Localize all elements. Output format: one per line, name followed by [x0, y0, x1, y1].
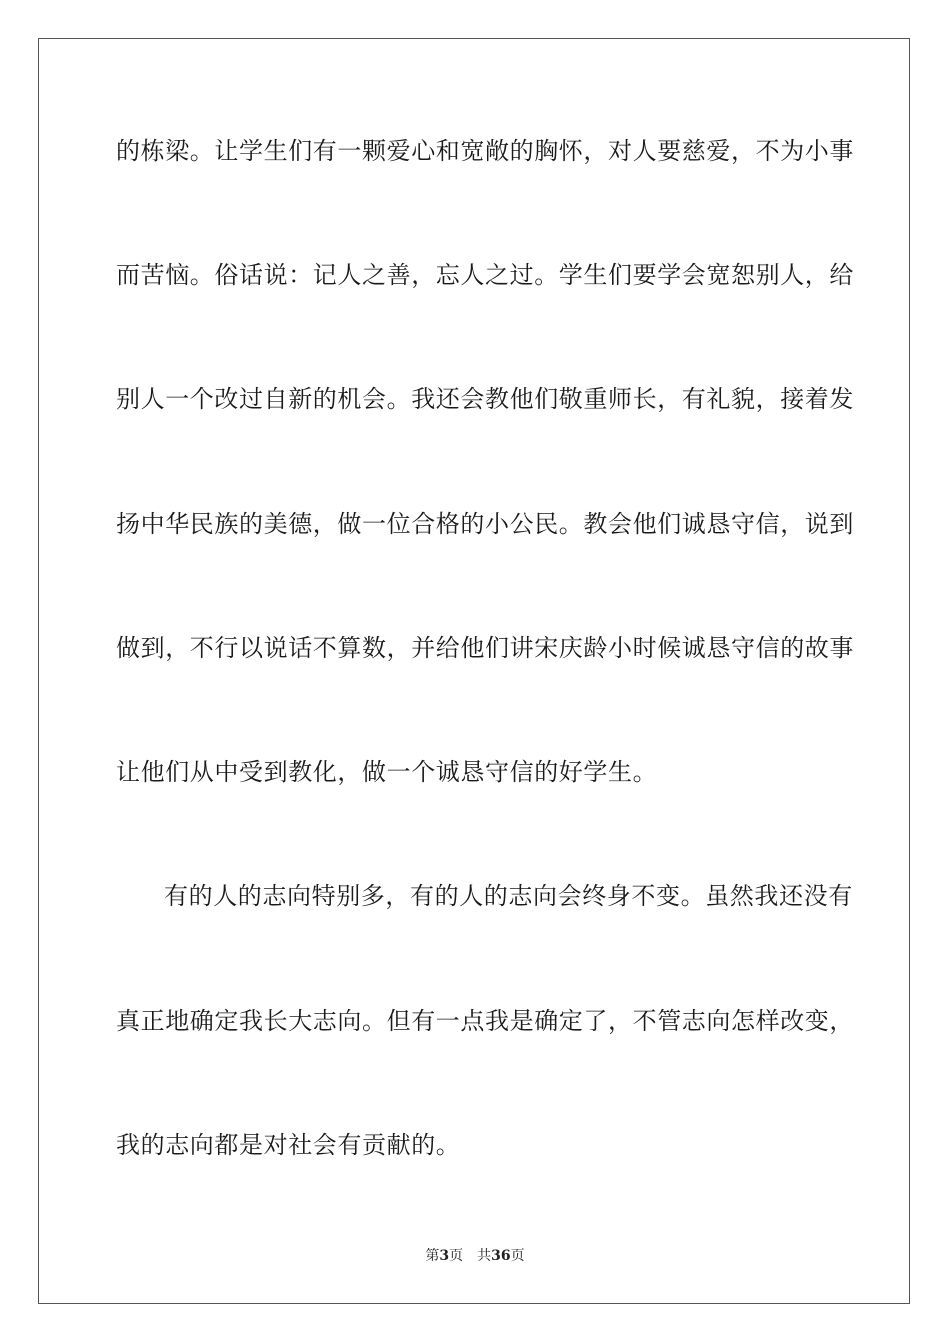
- total-pages: 36: [491, 1248, 511, 1264]
- text-line: 让他们从中受到教化，做一个诚恳守信的好学生。: [116, 758, 658, 786]
- page-border: [38, 38, 910, 1304]
- page-prefix: 第: [425, 1248, 440, 1264]
- paragraph-first-line: 有的人的志向特别多，有的人的志向会终身不变。虽然我还没有: [164, 882, 853, 910]
- total-prefix: 共: [477, 1248, 492, 1264]
- page-footer: [0, 1247, 950, 1265]
- text-line: 的栋梁。让学生们有一颗爱心和宽敞的胸怀，对人要慈爱，不为小事: [116, 137, 854, 165]
- text-line: 扬中华民族的美德，做一位合格的小公民。教会他们诚恳守信，说到: [116, 510, 854, 538]
- total-suffix: 页: [510, 1248, 525, 1264]
- text-line: 真正地确定我长大志向。但有一点我是确定了，不管志向怎样改变，: [116, 1007, 854, 1035]
- text-line: 做到，不行以说话不算数，并给他们讲宋庆龄小时候诚恳守信的故事: [116, 634, 854, 662]
- text-line: 别人一个改过自新的机会。我还会教他们敬重师长，有礼貌，接着发: [116, 385, 854, 413]
- page-number: 3: [439, 1248, 450, 1264]
- page-suffix: 页: [449, 1248, 464, 1264]
- text-line: 而苦恼。俗话说：记人之善，忘人之过。学生们要学会宽恕别人，给: [116, 261, 854, 289]
- text-line: 我的志向都是对社会有贡献的。: [116, 1131, 461, 1159]
